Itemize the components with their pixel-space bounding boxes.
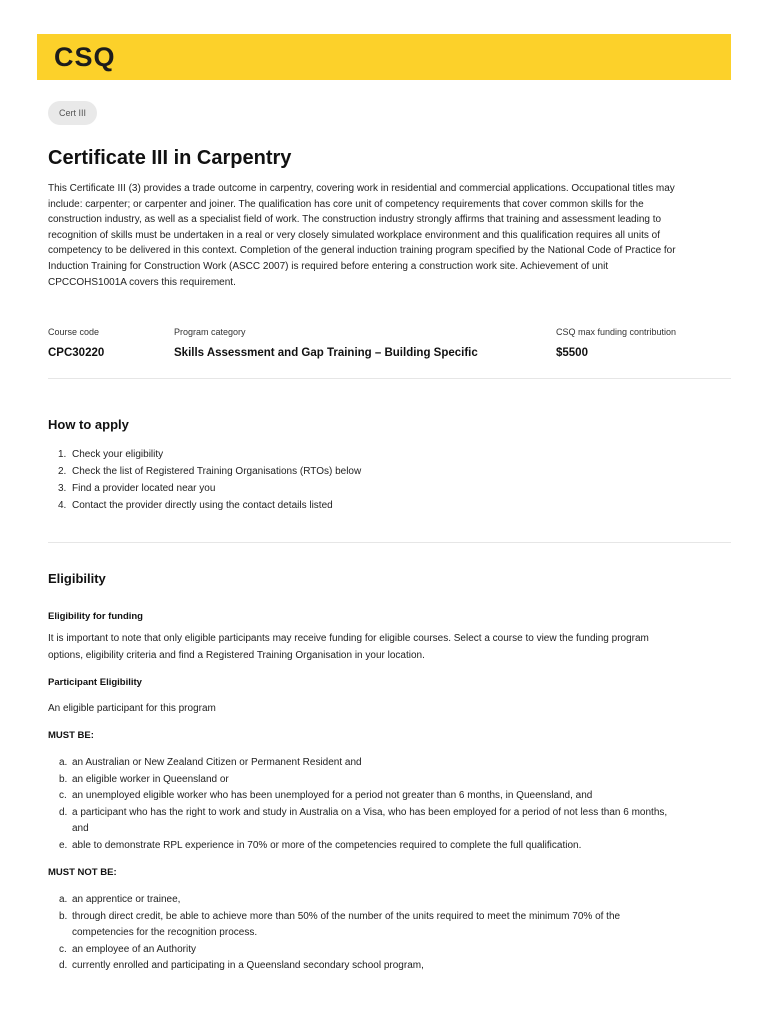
program-category-label: Program category xyxy=(174,327,246,337)
divider xyxy=(48,542,731,543)
level-tag[interactable]: Cert III xyxy=(48,101,97,125)
eligibility-funding-heading: Eligibility for funding xyxy=(48,611,143,622)
list-item: 1. Check your eligibility xyxy=(58,449,164,460)
list-item: a. an apprentice or trainee, xyxy=(59,894,181,905)
eligibility-heading: Eligibility xyxy=(48,571,106,586)
list-item: 3. Find a provider located near you xyxy=(58,483,216,494)
site-header xyxy=(37,34,731,80)
how-to-apply-heading: How to apply xyxy=(48,417,129,432)
participant-eligibility-heading: Participant Eligibility xyxy=(48,677,142,688)
must-be-heading: MUST BE: xyxy=(48,730,94,741)
must-be-list xyxy=(48,755,678,854)
list-item: b. through direct credit, be able to achieve more than 50% of the number of the units required to meet the minimum 70% of the competencies for the recognition process. xyxy=(59,910,621,938)
must-not-be-heading: MUST NOT BE: xyxy=(48,867,117,878)
list-item: a. an Australian or New Zealand Citizen or Permanent Resident and xyxy=(59,757,362,768)
eligibility-funding-text: It is important to note that only eligible participants may receive funding for eligible courses. Select a course to view the funding program options, eligibility criteria and find a Registered Training Organisation in your location. xyxy=(48,633,649,661)
list-item: d. a participant who has the right to work and study in Australia on a Visa, who has been employed for a period of not less than 6 months, and xyxy=(59,806,668,834)
list-item: b. an eligible worker in Queensland or xyxy=(59,773,229,785)
list-item: c. an unemployed eligible worker who has been unemployed for a period not greater than 6 months, in Queensland, and xyxy=(59,790,593,801)
program-category-value: Skills Assessment and Gap Training – Building Specific xyxy=(174,347,478,359)
how-to-apply-steps xyxy=(48,446,361,514)
funding-value: $5500 xyxy=(556,347,588,359)
list-item: 4. Contact the provider directly using the contact details listed xyxy=(58,500,333,511)
divider xyxy=(48,378,731,379)
participant-eligibility-text: An eligible participant for this program xyxy=(48,703,216,714)
course-code-label: Course code xyxy=(48,327,100,337)
page-title: Certificate III in Carpentry xyxy=(48,147,292,169)
funding-label: CSQ max funding contribution xyxy=(556,327,677,337)
csq-logo[interactable]: CSQ xyxy=(54,42,116,72)
course-description: This Certificate III (3) provides a trade outcome in carpentry, covering work in residential and commercial applications. Occupational titles may include: carpenter; or carpenter and joiner. The qualification has core unit of competency requirements that cover common skills for the construction industry, as well as a specialist field of work. The construction industry strongly affirms that training and assessment leading to recognition of skills must be undertaken in a real or very closely simulated workplace environment and this qualification requires all units of competency to be delivered in this context. Completion of the general induction training program specified by the National Code of Practice for Induction Training for Construction Work (ASCC 2007) is required before entering a construction work site. Achievement of unit CPCCOHS1001A covers this requirement. xyxy=(48,183,676,288)
course-code-value: CPC30220 xyxy=(48,347,105,359)
list-item: c. an employee of an Authority xyxy=(59,943,196,955)
must-not-be-list xyxy=(48,892,678,975)
list-item: e. able to demonstrate RPL experience in 70% or more of the competencies required to complete the full qualification. xyxy=(59,839,582,851)
list-item: d. currently enrolled and participating in a Queensland secondary school program, xyxy=(59,960,424,971)
list-item: 2. Check the list of Registered Training Organisations (RTOs) below xyxy=(58,466,362,477)
